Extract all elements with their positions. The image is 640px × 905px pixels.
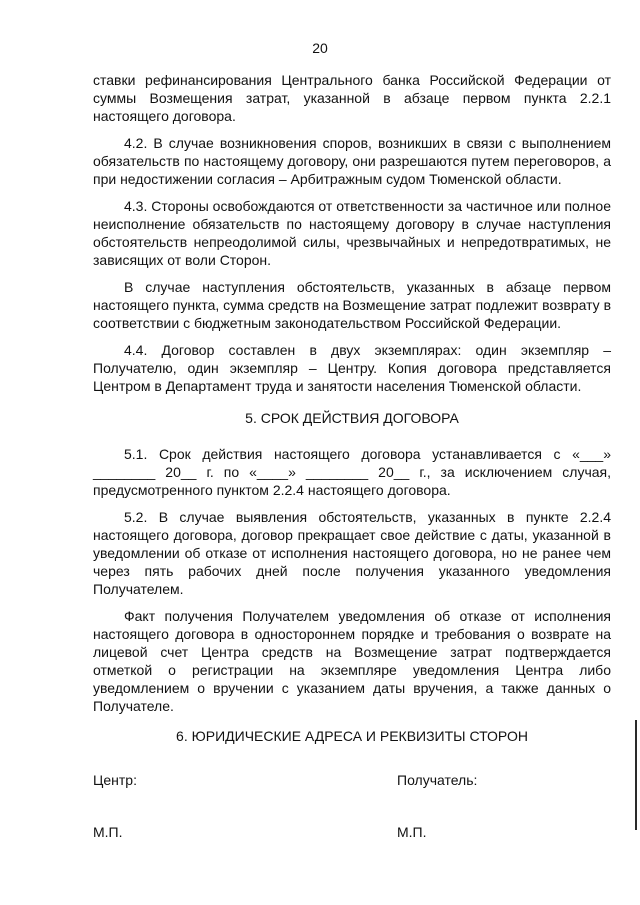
recipient-label: Получатель: — [397, 772, 478, 788]
paragraph-4-3: 4.3. Стороны освобождаются от ответственности за частичное или полное неисполнение обязательств по настоящему договору в случае наступления обстоятельств непреодолимой силы, чрезвычайных и непредотвратимых, не зависящих от воли Сторон. — [93, 198, 611, 268]
paragraph-4-2: 4.2. В случае возникновения споров, возникших в связи с выполнением обязательств по настоящему договору, они разрешаются путем переговоров, а при недостижении согласия – Арбитражным судом Тюменской области. — [93, 135, 611, 187]
signature-labels-row — [93, 771, 611, 789]
center-label: Центр: — [93, 772, 137, 788]
paragraph-5-2-second: Факт получения Получателем уведомления об отказе от исполнения настоящего договора в одностороннем порядке и требования о возврате на лицевой счет Центра средств на Возмещение затрат подтверждается отметкой о регистрации на экземпляре уведомления Центра либо уведомлением о вручении с указанием даты вручения, а также данных о Получателе. — [93, 608, 611, 714]
center-stamp: М.П. — [93, 824, 123, 840]
recipient-stamp: М.П. — [397, 824, 427, 840]
scan-edge-line — [635, 720, 637, 830]
paragraph-continuation: ставки рефинансирования Центрального банка Российской Федерации от суммы Возмещения затрат, указанной в абзаце первом пункта 2.2.1 настоящего договора. — [93, 72, 611, 124]
paragraph-4-4: 4.4. Договор составлен в двух экземплярах: один экземпляр – Получателю, один экземпляр – Центру. Копия договора представляется Центром в Департамент труда и занятости населения Тюменской области. — [93, 342, 611, 394]
stamp-row — [93, 823, 611, 841]
section-5-title: 5. СРОК ДЕЙСТВИЯ ДОГОВОРА — [245, 410, 459, 426]
paragraph-5-1: 5.1. Срок действия настоящего договора устанавливается с «___» ________ 20__ г. по «____» ________ 20__ г., за исключением случая, предусмотренного пунктом 2.2.4 настоящего договора. — [93, 446, 611, 498]
section-6-title: 6. ЮРИДИЧЕСКИЕ АДРЕСА И РЕКВИЗИТЫ СТОРОН — [176, 728, 528, 744]
paragraph-5-2: 5.2. В случае выявления обстоятельств, указанных в пункте 2.2.4 настоящего договора, договор прекращает свое действие с даты, указанной в уведомлении об отказе от исполнения настоящего договора, но не ранее чем через пять рабочих дней после получения указанного уведомления Получателем. — [93, 509, 611, 597]
paragraph-4-3-second: В случае наступления обстоятельств, указанных в абзаце первом настоящего пункта, сумма средств на Возмещение затрат подлежит возврату в соответствии с бюджетным законодательством Российской Федерации. — [93, 279, 612, 331]
document-body — [93, 71, 611, 841]
page-number: 20 — [312, 40, 328, 56]
